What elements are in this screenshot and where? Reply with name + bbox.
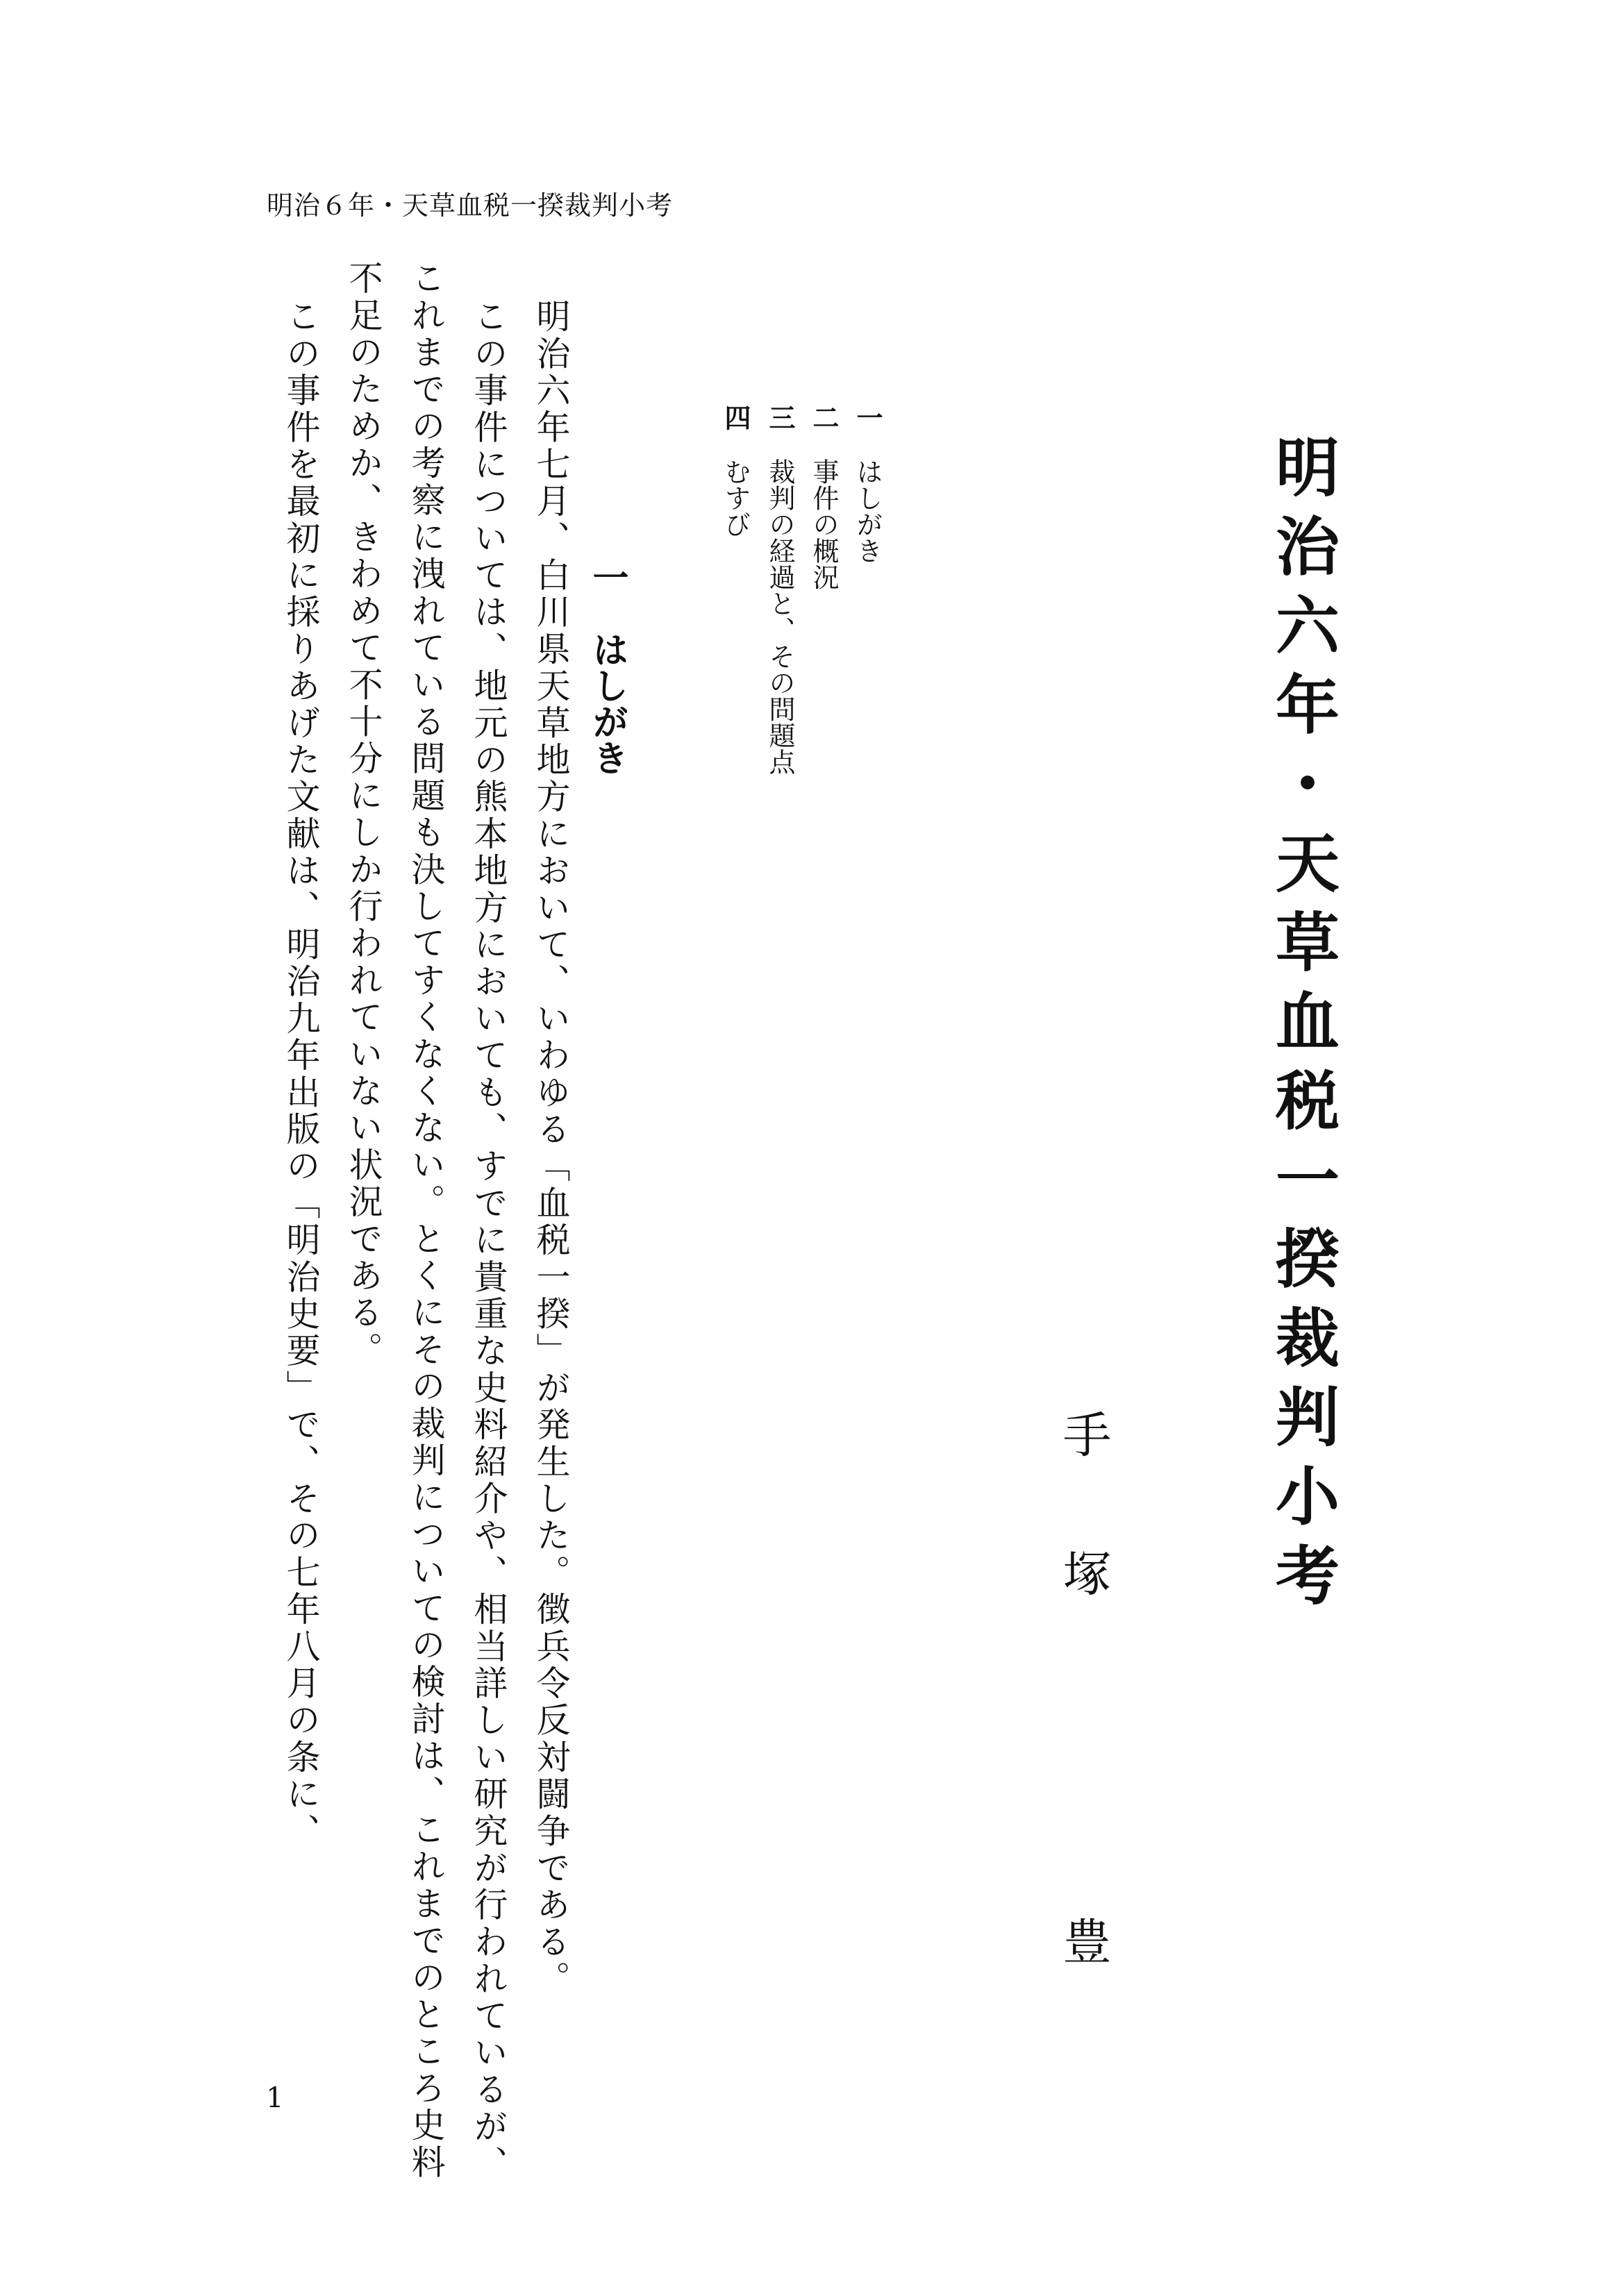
author-name xyxy=(1055,1409,1112,1965)
toc-item-number: 一 xyxy=(852,404,883,430)
page-number: 1 xyxy=(266,2082,284,2114)
section-number: 一 xyxy=(586,559,628,595)
running-head: 明治６年・天草血税一揆裁判小考 xyxy=(267,190,674,221)
body-paragraph-line: この事件については、地元の熊本地方においても、すでに貴重な史料紹介や、相当詳しい研究が行われているが、 xyxy=(469,299,508,2183)
toc-item-label: はしがき xyxy=(852,458,883,564)
toc-item xyxy=(854,404,881,564)
body-paragraph-line: 明治六年七月、白川県天草地方において、いわゆる「血税一揆」が発生した。徴兵令反対闘争である。 xyxy=(531,299,571,1998)
section-title: はしがき xyxy=(586,631,628,776)
author-surname-char-1: 手 xyxy=(1055,1409,1112,1458)
body-paragraph-line: この事件を最初に採りあげた文献は、明治九年出版の「明治史要」で、その七年八月の条に、 xyxy=(281,299,321,1850)
section-heading xyxy=(586,559,628,776)
article-title: 明治六年・天草血税一揆裁判小考 xyxy=(1265,434,1340,1621)
author-surname-char-2: 塚 xyxy=(1055,1548,1112,1597)
toc-item xyxy=(765,404,796,775)
toc-item-label: 事件の概況 xyxy=(808,458,839,590)
body-paragraph-line: これまでの考察に洩れている問題も決してすくなくない。とくにその裁判についての検討は、これまでのところ史料 xyxy=(406,260,446,2181)
toc-item xyxy=(722,404,749,537)
toc-item-label: 裁判の経過と、その問題点 xyxy=(765,458,795,775)
body-paragraph-line: 不足のためか、きわめて不十分にしか行われていない状況である。 xyxy=(344,260,383,1368)
table-of-contents xyxy=(722,404,889,890)
toc-item-number: 四 xyxy=(720,404,751,430)
author-given-name: 豊 xyxy=(1055,1916,1112,1965)
toc-item-number: 二 xyxy=(808,404,840,430)
toc-item-label: むすび xyxy=(720,458,751,537)
toc-item xyxy=(808,404,840,590)
toc-item-number: 三 xyxy=(765,404,796,430)
body-text xyxy=(222,260,571,2183)
